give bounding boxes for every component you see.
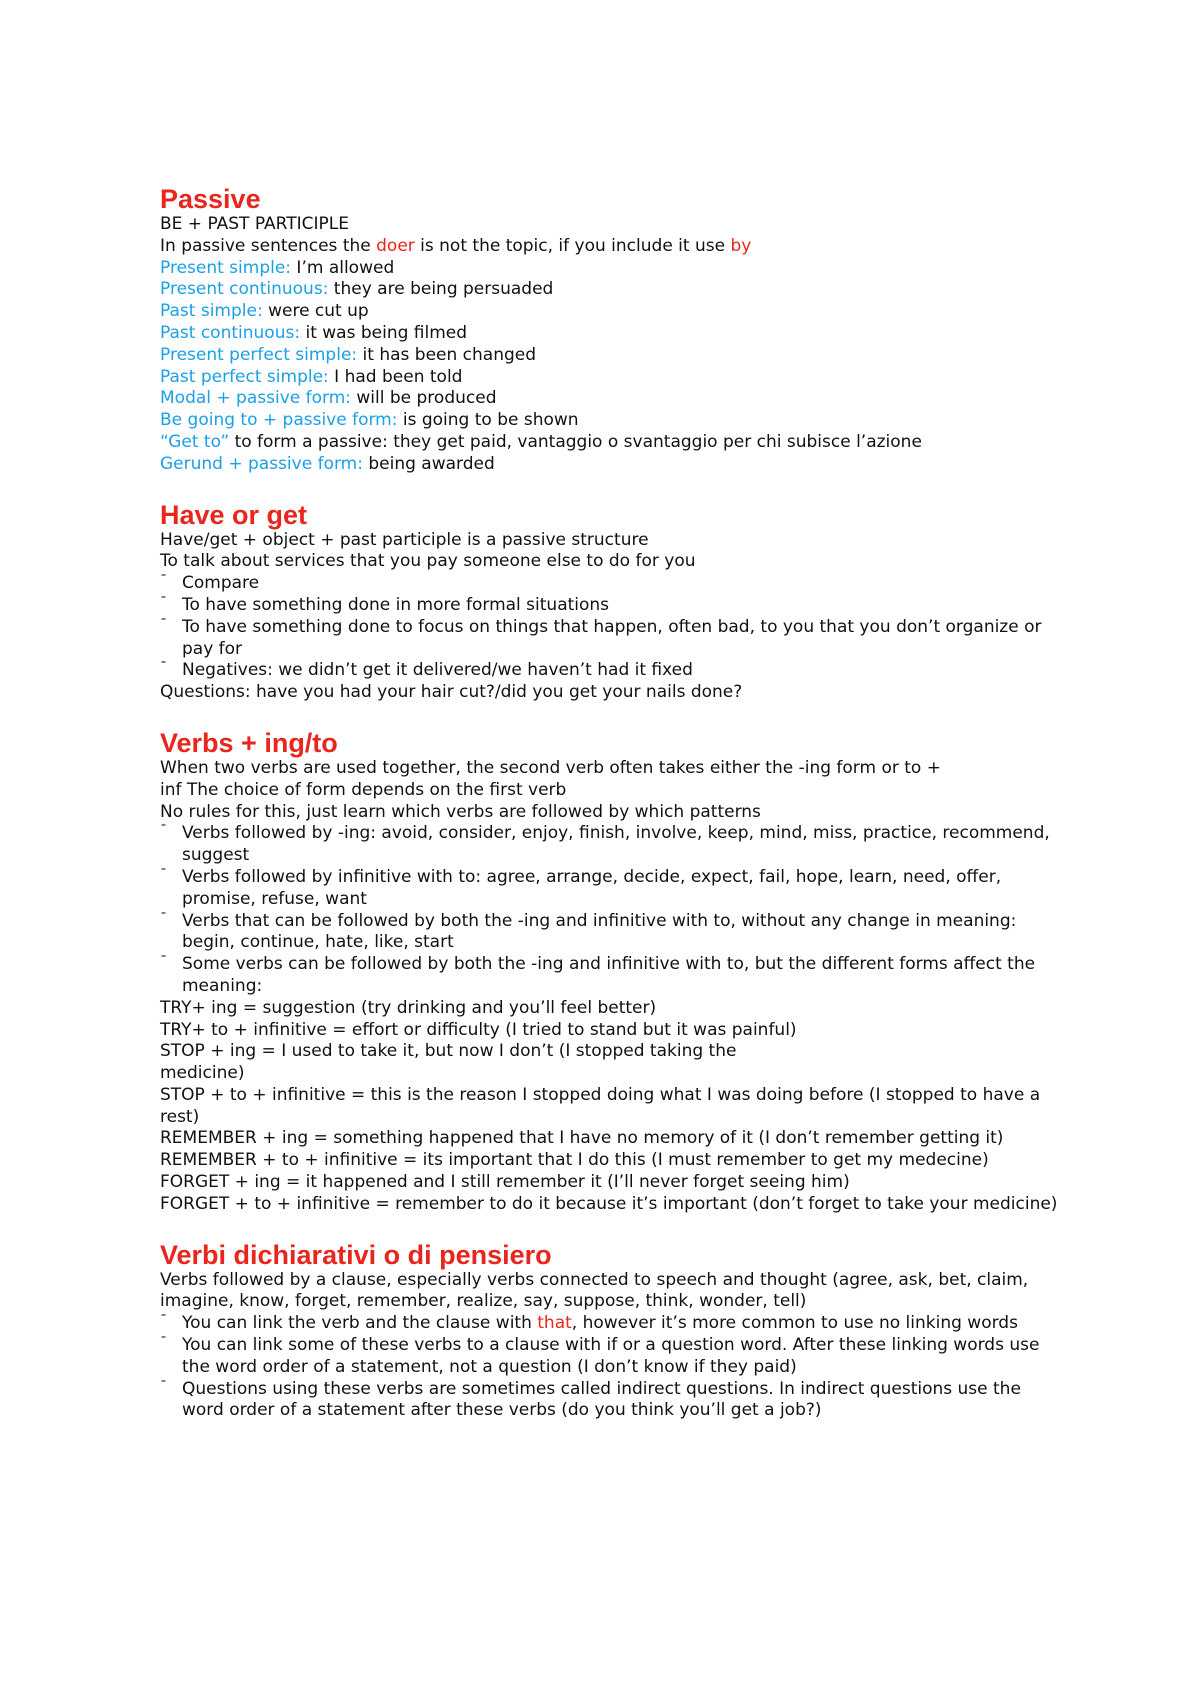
dichiarativi-intro: Verbs followed by a clause, especially verbs connected to speech and thought (agree, ask, bet, claim, imagine, know, forget, remember, realize, say, suppose, think, wonder, tell): [160, 1269, 1029, 1312]
form-label: Modal + passive form:: [160, 388, 351, 409]
passive-form: [160, 367, 1060, 389]
form-example: it has been changed: [357, 344, 537, 365]
have-get-line: Have/get + object + past participle is a passive structure: [160, 529, 649, 550]
section-verbs-ing-to: [160, 728, 1060, 1216]
verbs-intro: When two verbs are used together, the second verb often takes either the -ing form or to +: [160, 757, 941, 778]
form-example: to form a passive: they get paid, vantaggio o svantaggio per chi subisce l’azione: [229, 431, 922, 452]
list-item: ˉ Verbs followed by infinitive with to: agree, arrange, decide, expect, fail, hope, learn, need, offer, promise, refuse, want: [160, 867, 1060, 911]
passive-form: [160, 432, 1060, 454]
list-item: ˉ Questions using these verbs are sometimes called indirect questions. In indirect questions use the word order of a statement after these verbs (do you think you’ll get a job?): [160, 1379, 1060, 1423]
list-item: ˉ To have something done to focus on things that happen, often bad, to you that you don’t organize or pay for: [160, 617, 1060, 661]
heading-have-or-get: Have or get: [160, 499, 308, 530]
passive-form: [160, 345, 1060, 367]
list-item: ˉ Verbs that can be followed by both the -ing and infinitive with to, without any change in meaning: begin, continue, hate, like, start: [160, 911, 1060, 955]
form-example: were cut up: [262, 301, 369, 322]
list-item: ˉ Negatives: we didn’t get it delivered/we haven’t had it fixed: [160, 660, 1060, 682]
form-label: Past simple:: [160, 301, 263, 322]
document-content: [160, 184, 1060, 1446]
form-example: will be produced: [350, 388, 497, 409]
item-text: You can link the verb and the clause with: [182, 1313, 538, 1334]
passive-formula: BE + PAST PARTICIPLE: [160, 214, 349, 234]
verbs-intro: inf The choice of form depends on the first verb: [160, 779, 567, 800]
section-have-or-get: [160, 500, 1060, 704]
verb-rule: STOP + to + infinitive = this is the reason I stopped doing what I was doing before (I stopped to have a rest): [160, 1084, 1041, 1127]
form-example: is going to be shown: [397, 410, 579, 431]
verb-rule: TRY+ ing = suggestion (try drinking and you’ll feel better): [160, 997, 657, 1018]
heading-verbs-ing-to: Verbs + ing/to: [160, 727, 338, 758]
list-item: ˉ Compare: [160, 573, 1060, 595]
form-label: Gerund + passive form:: [160, 453, 363, 474]
form-example: being awarded: [362, 453, 495, 474]
passive-form: [160, 258, 1060, 280]
verb-rule: REMEMBER + ing = something happened that I have no memory of it (I don’t remember getting it): [160, 1128, 1004, 1149]
form-example: I’m allowed: [291, 257, 395, 278]
have-get-bullets: [160, 573, 1060, 682]
form-label: Be going to + passive form:: [160, 410, 398, 431]
form-label: Present continuous:: [160, 279, 329, 300]
list-item: ˉ You can link some of these verbs to a clause with if or a question word. After these linking words use the word order of a statement, not a question (I don’t know if they paid): [160, 1335, 1060, 1379]
list-item: ˉ Some verbs can be followed by both the -ing and infinitive with to, but the different forms affect the meaning:: [160, 954, 1060, 998]
passive-form: [160, 279, 1060, 301]
verb-rule: FORGET + ing = it happened and I still remember it (I’ll never forget seeing him): [160, 1172, 850, 1193]
verb-rule: STOP + ing = I used to take it, but now I don’t (I stopped taking the medicine): [160, 1041, 737, 1084]
passive-form: [160, 410, 1060, 432]
have-get-line: To talk about services that you pay someone else to do for you: [160, 551, 696, 572]
list-item: [160, 1313, 1060, 1335]
form-label: “Get to”: [160, 431, 230, 452]
section-passive: [160, 184, 1060, 476]
dichiarativi-bullets: [160, 1313, 1060, 1422]
passive-form: [160, 454, 1060, 476]
item-text: , however it’s more common to use no linking words: [571, 1313, 1018, 1334]
passive-form: [160, 323, 1060, 345]
passive-form: [160, 301, 1060, 323]
have-get-questions: Questions: have you had your hair cut?/did you get your nails done?: [160, 682, 743, 703]
form-label: Present perfect simple:: [160, 344, 358, 365]
intro-text: In passive sentences the: [160, 235, 377, 256]
section-verbi-dichiarativi: [160, 1240, 1060, 1423]
form-example: it was being filmed: [300, 322, 468, 343]
passive-form: [160, 388, 1060, 410]
verbs-intro: No rules for this, just learn which verbs are followed by which patterns: [160, 801, 761, 822]
heading-verbi-dichiarativi: Verbi dichiarativi o di pensiero: [160, 1239, 552, 1270]
list-item: ˉ Verbs followed by -ing: avoid, consider, enjoy, finish, involve, keep, mind, miss, practice, recommend, suggest: [160, 823, 1060, 867]
form-example: I had been told: [328, 366, 463, 387]
by-highlight: by: [730, 235, 752, 256]
form-label: Past perfect simple:: [160, 366, 329, 387]
verb-rule: FORGET + to + infinitive = remember to do it because it’s important (don’t forget to take your medicine): [160, 1193, 1058, 1214]
that-highlight: that: [537, 1313, 572, 1334]
verbs-bullets: [160, 823, 1060, 997]
doer-highlight: doer: [376, 235, 415, 256]
heading-passive: Passive: [160, 184, 261, 214]
passive-intro: [160, 236, 1060, 258]
form-label: Present simple:: [160, 257, 292, 278]
intro-text: is not the topic, if you include it use: [414, 235, 731, 256]
form-label: Past continuous:: [160, 322, 301, 343]
verb-rule: REMEMBER + to + infinitive = its important that I do this (I must remember to get my medecine): [160, 1150, 989, 1171]
verb-rule: TRY+ to + infinitive = effort or difficulty (I tried to stand but it was painful): [160, 1019, 797, 1040]
form-example: they are being persuaded: [328, 279, 554, 300]
list-item: ˉ To have something done in more formal situations: [160, 595, 1060, 617]
